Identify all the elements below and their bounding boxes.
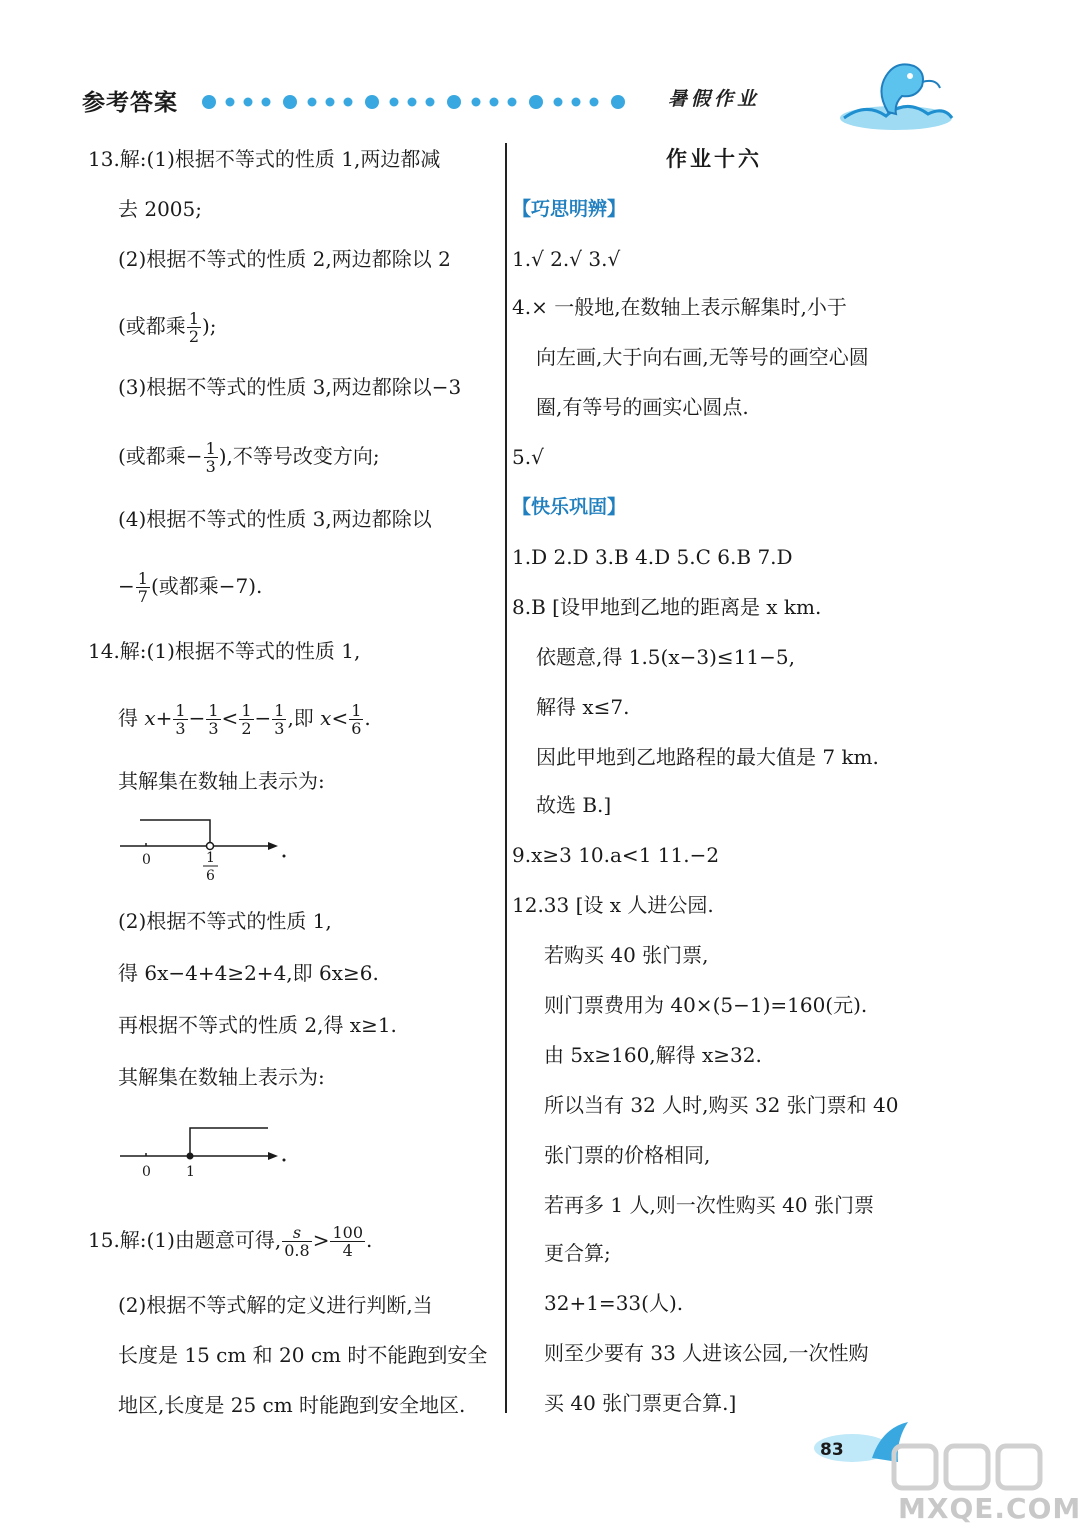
right-line-12: 9.x≥3 10.a<1 11.−2 bbox=[512, 843, 720, 867]
right-line-18: 张门票的价格相同, bbox=[544, 1143, 711, 1167]
right-line-3: 向左画,大于向右画,无等号的画空心圆 bbox=[536, 345, 869, 369]
right-line-20: 更合算; bbox=[544, 1241, 611, 1265]
right-line-7: 8.B [设甲地到乙地的距离是 x km. bbox=[512, 595, 822, 619]
nl2-one-label: 1 bbox=[186, 1164, 195, 1180]
q13-line-8: − $\frac{1}{7}$ (或都乘−7). bbox=[118, 569, 263, 606]
right-line-17: 所以当有 32 人时,购买 32 张门票和 40 bbox=[544, 1093, 899, 1117]
right-line-22: 则至少要有 33 人进该公园,一次性购 bbox=[544, 1341, 869, 1365]
right-line-16: 由 5x≥160,解得 x≥32. bbox=[544, 1043, 762, 1067]
splash-mascot-icon bbox=[836, 52, 956, 134]
right-line-11: 故选 B.] bbox=[536, 793, 612, 817]
q14-line-4: (2)根据不等式的性质 1, bbox=[118, 909, 332, 933]
q13-line-2: 去 2005; bbox=[118, 197, 202, 221]
right-line-2: 4.× 一般地,在数轴上表示解集时,小于 bbox=[512, 295, 847, 319]
fraction-one-third: $\frac{1}{3}$ bbox=[205, 439, 216, 476]
q14-line-2: 得 x+ $\frac{1}{3}$ − $\frac{1}{3}$ < $\frac{1}{2}$ − $\frac{1}{3}$ ,即 x< $\frac{1}{6}$ . bbox=[118, 701, 371, 738]
q15-line-1: 15.解:(1)由题意可得, $\frac{s}{0.8}$ > $\frac{100}{4}$ . bbox=[88, 1223, 373, 1260]
q13-line-4: (或都乘 $\frac{1}{2}$ ); bbox=[118, 309, 217, 346]
section-title: 作业十六 bbox=[666, 146, 762, 171]
right-line-5: 5.√ bbox=[512, 445, 544, 469]
nl1-num-label: 1 bbox=[206, 850, 215, 866]
q14-line-7: 其解集在数轴上表示为: bbox=[118, 1065, 325, 1089]
q14-line-5: 得 6x−4+4≥2+4,即 6x≥6. bbox=[118, 961, 379, 985]
right-line-23: 买 40 张门票更合算.] bbox=[544, 1391, 737, 1415]
right-line-8: 依题意,得 1.5(x−3)≤11−5, bbox=[536, 645, 795, 669]
fraction-one-half: $\frac{1}{2}$ bbox=[188, 309, 199, 346]
q15-line-3: 长度是 15 cm 和 20 cm 时不能跑到安全 bbox=[118, 1343, 488, 1367]
column-divider bbox=[505, 143, 507, 1413]
tag-qiaosi: 【巧思明辨】 bbox=[512, 198, 627, 220]
q14-line-6: 再根据不等式的性质 2,得 x≥1. bbox=[118, 1013, 397, 1037]
q13-line-1: 13.解:(1)根据不等式的性质 1,两边都减 bbox=[88, 147, 441, 171]
right-line-14: 若购买 40 张门票, bbox=[544, 943, 709, 967]
nl2-zero-label: 0 bbox=[142, 1164, 151, 1180]
number-line-2 bbox=[118, 1120, 288, 1180]
right-line-1: 1.√ 2.√ 3.√ bbox=[512, 247, 621, 271]
header-dots-decoration bbox=[200, 93, 640, 111]
tag-kuaile: 【快乐巩固】 bbox=[512, 496, 627, 518]
q15-line-4: 地区,长度是 25 cm 时能跑到安全地区. bbox=[118, 1393, 466, 1417]
header-brand: 暑假作业 bbox=[668, 88, 761, 110]
watermark-text: MXQE.COM bbox=[898, 1492, 1081, 1525]
right-line-4: 圈,有等号的画实心圆点. bbox=[536, 395, 749, 419]
right-line-21: 32+1=33(人). bbox=[544, 1291, 684, 1315]
q13-line-5: (3)根据不等式的性质 3,两边都除以−3 bbox=[118, 375, 462, 399]
right-line-19: 若再多 1 人,则一次性购买 40 张门票 bbox=[544, 1193, 874, 1217]
number-line-1 bbox=[118, 814, 288, 884]
right-line-13: 12.33 [设 x 人进公园. bbox=[512, 893, 714, 917]
right-line-6: 1.D 2.D 3.B 4.D 5.C 6.B 7.D bbox=[512, 545, 793, 569]
q13-line-3: (2)根据不等式的性质 2,两边都除以 2 bbox=[118, 247, 451, 271]
q13-line-7: (4)根据不等式的性质 3,两边都除以 bbox=[118, 507, 432, 531]
q14-line-3: 其解集在数轴上表示为: bbox=[118, 769, 325, 793]
right-line-10: 因此甲地到乙地路程的最大值是 7 km. bbox=[536, 745, 879, 769]
q14-line-1: 14.解:(1)根据不等式的性质 1, bbox=[88, 639, 361, 663]
page-number: 83 bbox=[820, 1440, 844, 1460]
page-header bbox=[0, 0, 1056, 140]
nl1-zero-label: 0 bbox=[142, 852, 151, 868]
q13-line-6: (或都乘− $\frac{1}{3}$ ),不等号改变方向; bbox=[118, 439, 380, 476]
q15-line-2: (2)根据不等式解的定义进行判断,当 bbox=[118, 1293, 433, 1317]
fraction-one-seventh: $\frac{1}{7}$ bbox=[137, 569, 148, 606]
nl1-den-label: 6 bbox=[206, 868, 215, 884]
right-line-15: 则门票费用为 40×(5−1)=160(元). bbox=[544, 993, 868, 1017]
header-title: 参考答案 bbox=[82, 90, 178, 116]
right-line-9: 解得 x≤7. bbox=[536, 695, 630, 719]
